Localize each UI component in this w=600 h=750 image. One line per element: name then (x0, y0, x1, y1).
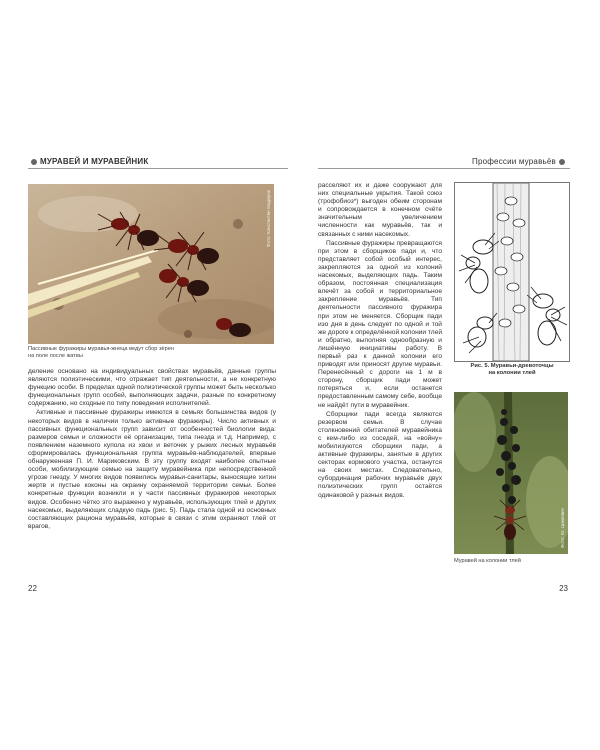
bullet-icon (31, 159, 37, 165)
ants-photo (28, 184, 274, 344)
header-rule-left (28, 168, 288, 169)
photo-credit: Фото: Ю. Цинкевич (560, 508, 565, 548)
page-number-left: 22 (28, 584, 37, 593)
photo-caption-line-1: Пассивные фуражиры муравья-жнеца ведут сбор зёрен (28, 346, 174, 352)
photo-credit: Фото: Константин Мадеров (266, 190, 271, 247)
paragraph: Пассивные фуражиры превращаются при этом в сборщиков пади и, что представляет собой особый интерес, закрепляются за одной из колоний насекомых, выделяющих падь. Таким образом, постоянная специализация влечёт за собой и территориальное закрепление муравьёв. Тип деятельности пассивного фуражира при этом не меняется. Сборщик пади изо дня в день следует по одной и той же дороге к определённой колонии тлей и обратно, выполняя однообразную и лишённую инициативы работу. В первый раз к данной колонии его приводят или приносят другие муравьи. Перенесённый с дороги на 1 м в сторону, сборщик пади может потеряться и, если останется предоставленным самому себе, вообще не найдёт пути в муравейник. (318, 239, 442, 409)
photo-caption: Муравей на колонии тлей (454, 558, 521, 564)
photo-caption-line-2: на поле после жатвы (28, 353, 83, 359)
section-header (472, 157, 568, 166)
paragraph: Активные и пассивные фуражиры имеются в семьях большинства видов (у некоторых видов в наличии только активные фуражиры). Число активных и пассивных функциональных групп зависит от особенностей биологии вида: размеров семьи и сложности её организации, типа гнезда и т.д. Например, с появлением наземного купола из хвои и веточек у рыжих лесных муравьёв сформировалась функциональная группа муравьёв-наблюдателей, впервые обнаруженная П. И. Мариковским. В эту группу входят наиболее опытные особи, мобилизующие семью на защиту муравейника при непосредственной угрозе гнезду. У многих видов появились муравьи-санитары, выносящие хитин жертв и пустые коконы на окраину охраняемой территории семьи. Более конкретные функции возникли и у части пассивных фуражиров некоторых видов. Особенно чётко это выражено у муравьёв, использующих тлей и других насекомых, выделяющих сладкую падь (рис. 5). Падь стала одной из основных составляющих рациона муравьёв, которые в связи с этим охраняют тлей от врагов, (28, 409, 276, 530)
figure-caption-line-2: на колонии тлей (488, 370, 536, 377)
photo-caption (28, 346, 274, 360)
header-rule-right (318, 168, 570, 169)
chapter-header (28, 157, 148, 166)
chapter-title: МУРАВЕЙ И МУРАВЕЙНИК (40, 157, 149, 166)
page-number-right: 23 (559, 584, 568, 593)
figure-5-caption (454, 363, 570, 377)
left-body-text (28, 368, 276, 532)
paragraph: Сборщики пади всегда являются резервом семьи. В случае столкновений обитателей муравейника с кем-либо из соседей, на «войну» мобилизуются сборщики пади, а активные фуражиры, занятые в других секторах кормового участка, останутся на своих местах. Следовательно, субординация рабочих муравьёв двух полиэтических групп остаётся одинаковой у разных видов. (318, 410, 442, 499)
aphid-colony-photo (454, 392, 568, 554)
right-body-text (318, 182, 442, 501)
paragraph: деление основано на индивидуальных свойствах муравьёв, данные группы являются полиэтическими, что отражает тип деятельности, а не конкретную функцию особи. В пределах одной полиэтической группы может быть несколько функциональных групп особей, выполняющих задачи, разные по конкретному содержанию, но сходные по типу поведения исполнителей. (28, 368, 276, 408)
bullet-icon (559, 159, 565, 165)
figure-5-illustration (454, 182, 570, 362)
section-title: Профессии муравьёв (472, 157, 556, 166)
paragraph: расселяют их и даже сооружают для них специальные укрытия. Такой союз (трофобиоз*) выгоден обеим сторонам и сопровождается в конечном счёте значительным увеличением численности как муравьёв, так и связанных с ними насекомых. (318, 182, 442, 238)
figure-caption-line-1: Рис. 5. Муравьи-древоточцы (470, 363, 554, 369)
